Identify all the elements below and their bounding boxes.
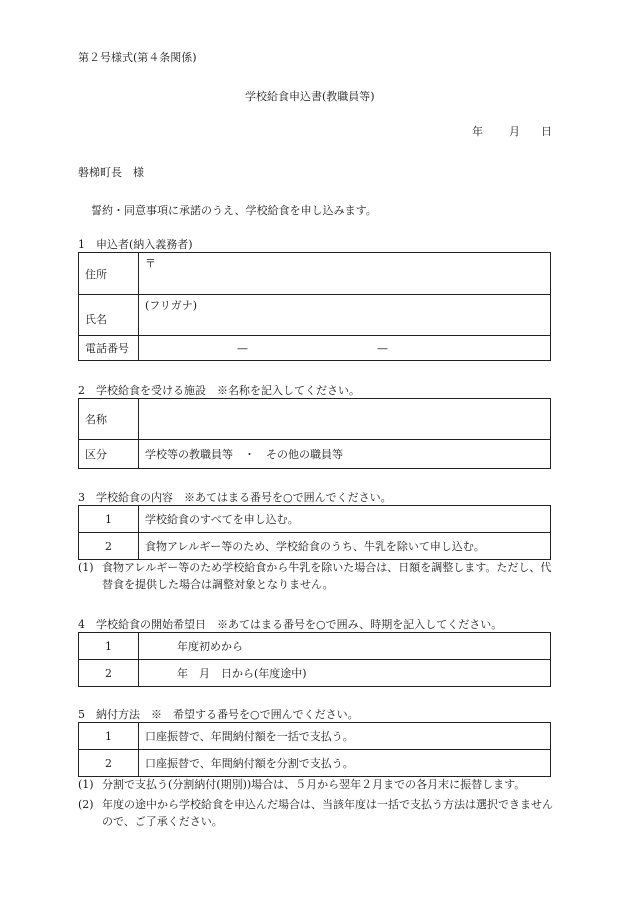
facility-name-row <box>79 399 551 440</box>
option-number[interactable]: 2 <box>79 660 139 687</box>
section2-heading: 2 学校給食を受ける施設 ※名称を記入してください。 <box>78 384 360 397</box>
address-row <box>79 253 551 295</box>
table-row[interactable] <box>79 633 551 660</box>
section5-heading: 5 納付方法 ※ 希望する番号を○で囲んでください。 <box>78 708 359 721</box>
option-number[interactable]: 1 <box>79 506 139 533</box>
table-row[interactable] <box>79 506 551 533</box>
note-text: 分割で支払う(分割納付(期別))場合は、５月から翌年２月までの各月末に振替します。 <box>102 778 526 791</box>
phone-field[interactable] <box>139 336 551 361</box>
address-field[interactable] <box>139 253 551 295</box>
furigana-label: (フリガナ) <box>145 299 198 312</box>
postal-mark: 〒 <box>145 257 156 270</box>
facility-name-field[interactable] <box>139 399 551 440</box>
section3-note <box>78 559 556 595</box>
document-title: 学校給食申込書(教職員等) <box>245 90 375 103</box>
option-number[interactable]: 2 <box>79 750 139 777</box>
note-text: 食物アレルギー等のため学校給食から牛乳を除いた場合は、日額を調整します。ただし、代替食を提供した場合は調整対象となりません。 <box>102 561 552 591</box>
date-month-label: 月 <box>509 125 520 138</box>
start-date-table <box>78 632 551 687</box>
address-label: 住所 <box>79 253 139 295</box>
note-mark: (1) <box>78 561 94 574</box>
form-number: 第２号様式(第４条関係) <box>78 51 197 64</box>
option-text: 年度初めから <box>139 633 551 660</box>
table-row[interactable] <box>79 750 551 777</box>
option-text: 口座振替で、年間納付額を分割で支払う。 <box>139 750 551 777</box>
phone-row <box>79 336 551 361</box>
meal-content-table <box>78 505 551 560</box>
section4-heading: 4 学校給食の開始希望日 ※あてはまる番号を○で囲み、時期を記入してください。 <box>78 618 503 631</box>
option-text: 口座振替で、年間納付額を一括で支払う。 <box>139 723 551 750</box>
pledge-text: 誓約・同意事項に承諾のうえ、学校給食を申し込みます。 <box>91 204 377 217</box>
payment-method-table <box>78 722 551 777</box>
option-text[interactable]: 年 月 日から(年度途中) <box>139 660 551 687</box>
phone-dash-1: — <box>237 342 248 355</box>
note-mark: (2) <box>78 798 94 811</box>
note-text: 年度の途中から学校給食を申込んだ場合は、当該年度は一括で支払う方法は選択できませんので、ご了承ください。 <box>102 798 553 828</box>
section1-heading: 1 申込者(納入義務者) <box>78 238 193 251</box>
section3-heading: 3 学校給食の内容 ※あてはまる番号を○で囲んでください。 <box>78 491 392 504</box>
category-label: 区分 <box>79 440 139 469</box>
applicant-table <box>78 252 551 361</box>
facility-table <box>78 398 551 469</box>
phone-label: 電話番号 <box>79 336 139 361</box>
table-row[interactable] <box>79 660 551 687</box>
note-mark: (1) <box>78 778 94 791</box>
name-field[interactable] <box>139 295 551 336</box>
option-number[interactable]: 1 <box>79 723 139 750</box>
phone-dash-2: — <box>377 342 388 355</box>
date-day-label: 日 <box>541 125 552 138</box>
section5-note-2 <box>78 796 556 832</box>
table-row[interactable] <box>79 533 551 560</box>
name-row <box>79 295 551 336</box>
category-options[interactable]: 学校等の教職員等 ・ その他の職員等 <box>139 440 551 469</box>
option-number[interactable]: 2 <box>79 533 139 560</box>
option-text: 食物アレルギー等のため、学校給食のうち、牛乳を除いて申し込む。 <box>139 533 551 560</box>
category-row <box>79 440 551 469</box>
date-year-label: 年 <box>472 125 483 138</box>
option-text: 学校給食のすべてを申し込む。 <box>139 506 551 533</box>
addressee: 磐梯町長 様 <box>78 166 144 179</box>
name-label: 氏名 <box>79 295 139 336</box>
facility-name-label: 名称 <box>79 399 139 440</box>
section5-note-1 <box>78 776 556 794</box>
option-number[interactable]: 1 <box>79 633 139 660</box>
table-row[interactable] <box>79 723 551 750</box>
